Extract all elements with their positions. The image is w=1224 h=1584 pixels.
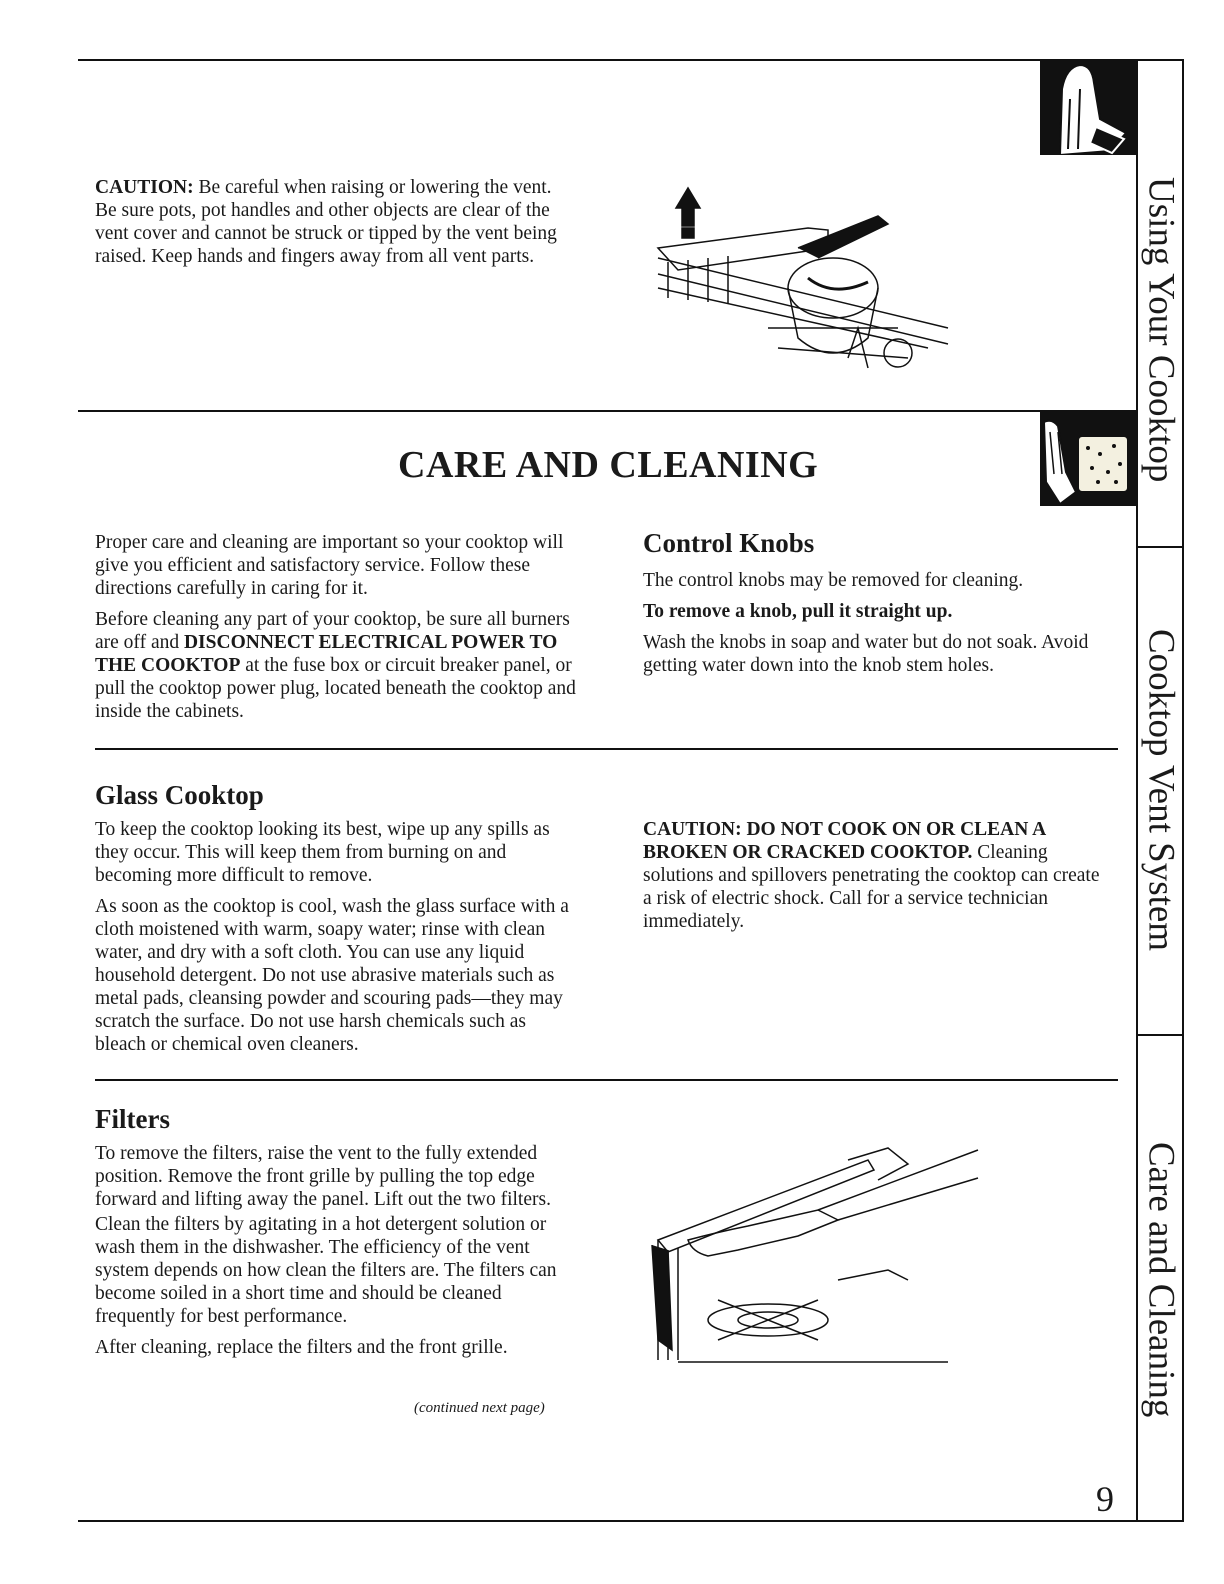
glass-cooktop-paragraph-2: As soon as the cooktop is cool, wash the glass surface with a cloth moistened with warm, soapy water; rinse with clean water, and dry with a soft cloth. You can use any liquid household detergent. Do not use abrasive materials such as metal pads, cleansing powder and scouring pads—they may scratch the surface. Do not use harsh chemicals such as bleach or chemical oven cleaners. bbox=[95, 896, 569, 1055]
tab-strip-border bbox=[1136, 59, 1138, 1522]
intro-paragraph-1: Proper care and cleaning are important so your cooktop will give you efficient and satisfactory service. Follow these directions carefully in caring for it. bbox=[95, 532, 564, 599]
page-title: CARE AND CLEANING bbox=[398, 444, 819, 486]
glass-cooktop-paragraph-1: To keep the cooktop looking its best, wipe up any spills as they occur. This will keep them from burning on and becoming more difficult to remove. bbox=[95, 819, 550, 886]
glass-cooktop-heading: Glass Cooktop bbox=[95, 780, 264, 810]
section-rule-1 bbox=[78, 410, 1138, 412]
continued-note: (continued next page) bbox=[414, 1400, 545, 1416]
control-knobs-paragraph-2: To remove a knob, pull it straight up. bbox=[643, 601, 953, 622]
caution-vent bbox=[95, 176, 565, 276]
page-number: 9 bbox=[1096, 1479, 1114, 1519]
control-knobs-paragraph-1: The control knobs may be removed for cleaning. bbox=[643, 570, 1024, 591]
hand-with-sponge-icon bbox=[1040, 412, 1138, 506]
intro-text bbox=[95, 531, 580, 731]
glass-cooktop-text bbox=[95, 818, 573, 1064]
filters-paragraph-1: To remove the filters, raise the vent to the fully extended position. Remove the front grille by pulling the top edge forward and lifting away the panel. Lift out the two filters. bbox=[95, 1143, 551, 1210]
caution-glass bbox=[643, 818, 1103, 941]
control-knobs-heading: Control Knobs bbox=[643, 528, 815, 558]
top-rule bbox=[78, 59, 1182, 61]
filters-paragraph-3: After cleaning, replace the filters and the front grille. bbox=[95, 1337, 508, 1358]
filters-heading: Filters bbox=[95, 1104, 170, 1134]
filters-text bbox=[95, 1142, 573, 1367]
tab-using-your-cooktop: Using Your Cooktop bbox=[1140, 177, 1182, 483]
caution-vent-text: Be careful when raising or lowering the vent. Be sure pots, pot handles and other objects are clear of the vent cover and cannot be struck or tipped by the vent being raised. Keep hands and fingers away from all vent parts. bbox=[95, 177, 557, 267]
tab-care-and-cleaning: Care and Cleaning bbox=[1140, 1142, 1182, 1418]
vent-raising-illustration bbox=[648, 178, 958, 388]
hand-pressing-button-icon bbox=[1040, 59, 1138, 155]
intro-paragraph-2: Before cleaning any part of your cooktop, be sure all burners are off and DISCONNECT ELECTRICAL POWER TO THE COOKTOP at the fuse box or circuit breaker panel, or pull the cooktop power plug, located beneath the cooktop and inside the cabinets. bbox=[95, 609, 576, 722]
tab-cooktop-vent-system: Cooktop Vent System bbox=[1140, 628, 1182, 952]
tab-divider-2 bbox=[1136, 1034, 1184, 1036]
caution-glass-label: CAUTION: DO NOT COOK ON OR CLEAN A BROKEN OR CRACKED COOKTOP. bbox=[643, 819, 1046, 863]
section-rule-3 bbox=[95, 1079, 1118, 1081]
filter-removal-illustration bbox=[648, 1140, 988, 1370]
section-rule-2 bbox=[95, 748, 1118, 750]
tab-divider-1 bbox=[1136, 546, 1184, 548]
filters-paragraph-2: Clean the filters by agitating in a hot detergent solution or wash them in the dishwasher. The efficiency of the vent system depends on how clean the filters are. The filters can become soiled in a short time and should be cleaned frequently for best performance. bbox=[95, 1214, 557, 1327]
caution-vent-label: CAUTION: bbox=[95, 177, 194, 198]
caution-glass-text: Cleaning solutions and spillovers penetrating the cooktop can create a risk of electric shock. Call for a service technician immediately. bbox=[643, 842, 1100, 932]
control-knobs-paragraph-3: Wash the knobs in soap and water but do not soak. Avoid getting water down into the knob stem holes. bbox=[643, 632, 1089, 676]
control-knobs-text bbox=[643, 569, 1103, 685]
bottom-rule bbox=[78, 1520, 1182, 1522]
